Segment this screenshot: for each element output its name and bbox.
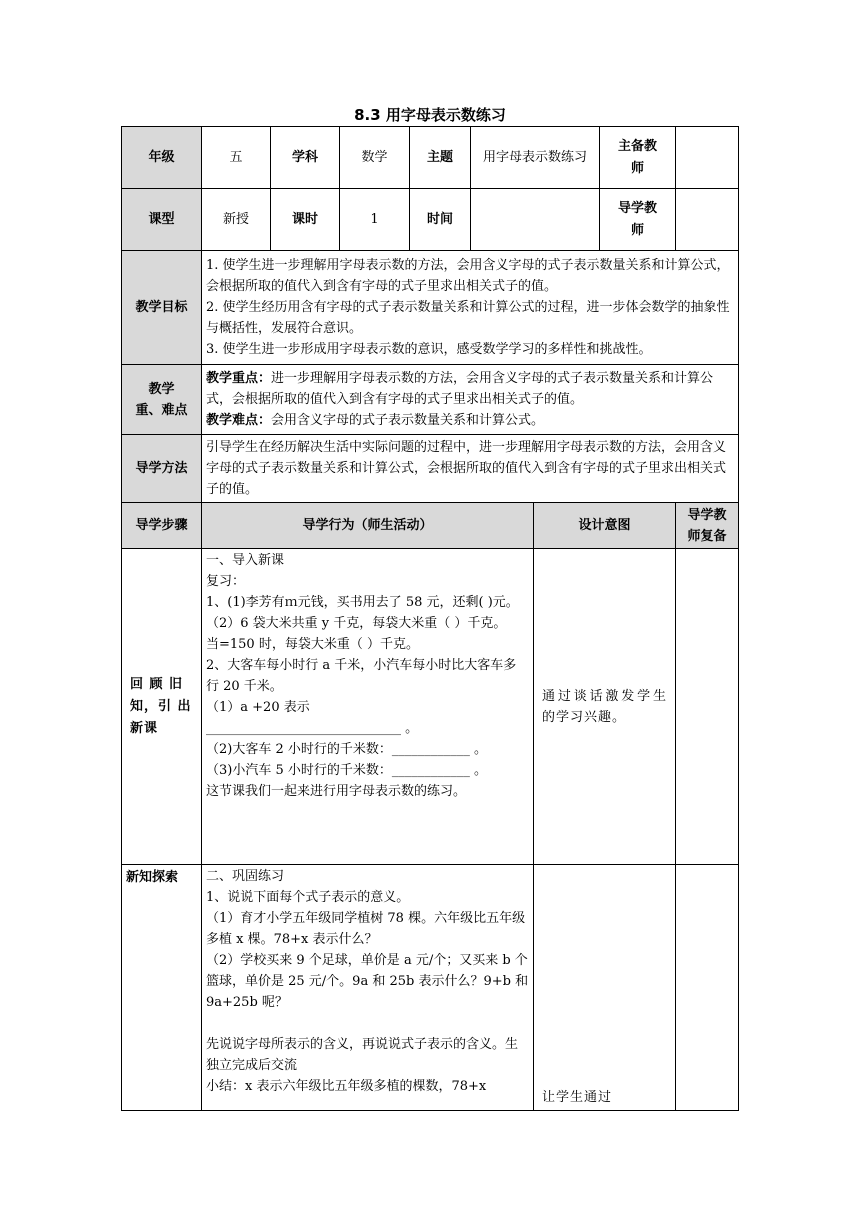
difficulty-label: 教学难点： — [206, 413, 272, 428]
step1-content — [202, 549, 534, 865]
method-text: 引导学生在经历解决生活中实际问题的过程中，进一步理解用字母表示数的方法，会用含义字母的式子表示数量关系和计算公式，会根据所取的值代入到含有字母的式子里求出相关式子的值。 — [202, 435, 739, 503]
step2-line: 二、巩固练习 — [206, 869, 285, 884]
step1-design: 通过谈话激发学生的学习兴趣。 — [534, 549, 676, 865]
grade-value: 五 — [202, 127, 271, 189]
focus-text: 进一步理解用字母表示数的方法，会用含义字母的式子表示数量关系和计算公式，会根据所取的值代入到含有字母的式子里求出相关式子的值。 — [206, 371, 714, 407]
step2-design: 让学生通过 — [534, 865, 676, 1111]
review-header: 导学教师复备 — [676, 503, 739, 549]
time-value — [471, 189, 600, 251]
step1-line: （2）6 袋大米共重 y 千克，每袋大米重（ ）千克。 — [206, 616, 507, 631]
step2-line: 小结：x 表示六年级比五年级多植的棵数，78+x — [206, 1079, 487, 1094]
info-row-2 — [122, 189, 739, 251]
guide-teacher-value — [676, 189, 739, 251]
design-header: 设计意图 — [534, 503, 676, 549]
step2-line: （1）育才小学五年级同学植树 78 棵。六年级比五年级多植 x 棵。78+x 表示什么？ — [206, 911, 526, 947]
step2-line: （2）学校买来 9 个足球，单价是 a 元/个；又买来 b 个篮球，单价是 25 元/个。9a 和 25b 表示什么？9+b 和 9a+25b 呢？ — [206, 953, 529, 1010]
goals-row — [122, 251, 739, 365]
period-value: 1 — [340, 189, 410, 251]
behavior-header: 导学行为（师生活动） — [202, 503, 534, 549]
key-points-row — [122, 365, 739, 435]
document-title: 8.3 用字母表示数练习 — [354, 106, 506, 124]
grade-label: 年级 — [122, 127, 202, 189]
step1-line: （1）a +20 表示 — [206, 700, 310, 715]
goal-item: 1. 使学生进一步理解用字母表示数的方法，会用含义字母的式子表示数量关系和计算公式，会根据所取的值代入到含有字母的式子里求出相关式子的值。 — [206, 258, 730, 294]
topic-value: 用字母表示数练习 — [471, 127, 600, 189]
step2-line: 1、说说下面每个式子表示的意义。 — [206, 890, 410, 905]
step1-line: 一、导入新课 — [206, 553, 285, 568]
step1-line: 复习： — [206, 574, 246, 589]
step1-line: （3)小汽车 5 小时行的千米数：____________ 。 — [206, 763, 488, 778]
step1-line: 这节课我们一起来进行用字母表示数的练习。 — [206, 784, 467, 799]
step2-content — [202, 865, 534, 1111]
goal-item: 3. 使学生进一步形成用字母表示数的意识，感受数学学习的多样性和挑战性。 — [206, 342, 652, 357]
subject-label: 学科 — [271, 127, 340, 189]
step2-label: 新知探索 — [122, 865, 202, 1111]
step1-line: 2、大客车每小时行 a 千米，小汽车每小时比大客车多行 20 千米。 — [206, 658, 517, 694]
focus-label: 教学重点： — [206, 371, 272, 386]
method-label: 导学方法 — [122, 435, 202, 503]
goal-item: 2. 使学生经历用含有字母的式子表示数量关系和计算公式的过程，进一步体会数学的抽象性与概括性，发展符合意识。 — [206, 300, 730, 336]
step1-line: 1、(1)李芳有ｍ元钱，买书用去了 58 元，还剩( )元。 — [206, 595, 519, 610]
type-value: 新授 — [202, 189, 271, 251]
subject-value: 数学 — [340, 127, 410, 189]
method-row — [122, 435, 739, 503]
info-row-1 — [122, 127, 739, 189]
period-label: 课时 — [271, 189, 340, 251]
goals-content — [202, 251, 739, 365]
step1-row — [122, 549, 739, 865]
main-teacher-label: 主备教师 — [600, 127, 676, 189]
step1-line: （2)大客车 2 小时行的千米数：____________ 。 — [206, 742, 488, 757]
difficulty-text: 会用含义字母的式子表示数量关系和计算公式。 — [271, 413, 545, 428]
topic-label: 主题 — [410, 127, 471, 189]
step2-review — [676, 865, 739, 1111]
type-label: 课型 — [122, 189, 202, 251]
step2-line — [206, 1013, 529, 1034]
goals-label: 教学目标 — [122, 251, 202, 365]
key-points-content — [202, 365, 739, 435]
step-header: 导学步骤 — [122, 503, 202, 549]
key-points-label: 教学 重、难点 — [122, 365, 202, 435]
time-label: 时间 — [410, 189, 471, 251]
step2-row — [122, 865, 739, 1111]
steps-header-row — [122, 503, 739, 549]
step1-line: 当=150 时，每袋大米重（ ）千克。 — [206, 637, 419, 652]
step1-label: 回 顾 旧 知，引 出 新课 — [122, 549, 202, 865]
lesson-plan-table — [121, 126, 739, 1111]
step1-line: ______________________________ 。 — [206, 721, 419, 736]
step1-review — [676, 549, 739, 865]
step2-line: 先说说字母所表示的含义，再说说式子表示的含义。生独立完成后交流 — [206, 1037, 519, 1073]
guide-teacher-label: 导学教师 — [600, 189, 676, 251]
main-teacher-value — [676, 127, 739, 189]
